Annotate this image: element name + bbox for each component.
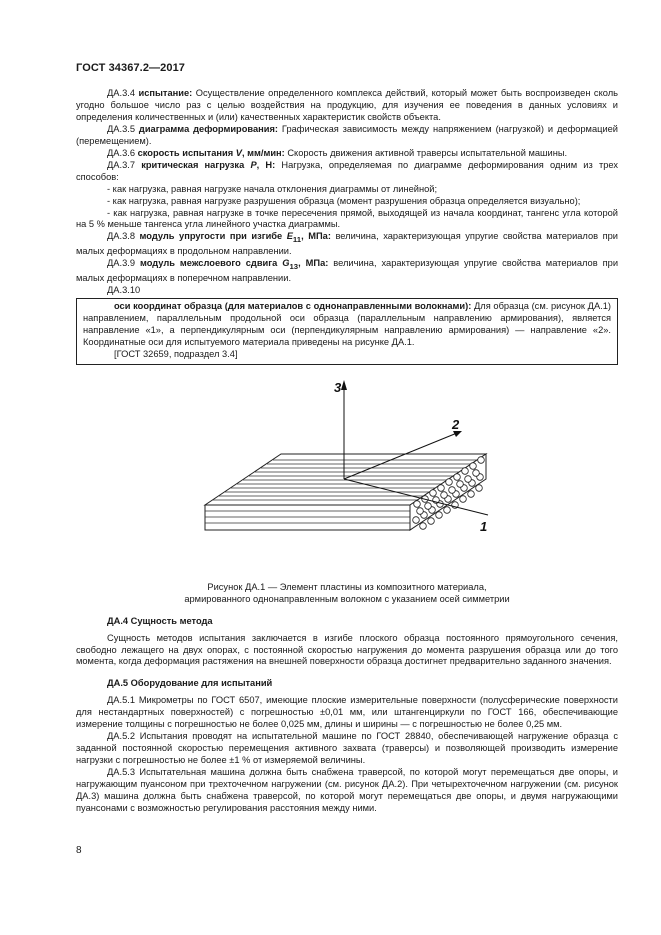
definition-number: ДА.3.4 [107, 88, 139, 98]
axis-3-label: 3 [334, 379, 342, 395]
figure-da-1 [76, 374, 618, 582]
source-reference: [ГОСТ 32659, подраздел 3.4] [114, 348, 238, 359]
definition-term: испытание: [138, 88, 193, 98]
definition-da-3-5 [76, 124, 618, 148]
term-part: , МПа: [301, 231, 331, 242]
term-variable: V [235, 147, 242, 158]
page-number: 8 [76, 845, 82, 856]
plate-front-face [205, 505, 410, 530]
composite-plate-drawing [76, 374, 618, 582]
list-item: - как нагрузка, равная нагрузке в точке пересечения прямой, выходящей из начала координат, тангенс угла которой на 5 % меньше тангенса угла линейного участка диаграммы. [76, 207, 618, 230]
term-subscript: 13 [289, 262, 299, 272]
definition-term [138, 148, 285, 158]
list-item: - как нагрузка, равная нагрузке начала отклонения диаграммы от линейной; [107, 183, 438, 194]
definition-text: Осуществление определенного комплекса действий, который может быть воспроизведен сколь угодно большое число раз с целью воздействия на продукцию, для изучения ее поведения в данных условиях и определения количественных и (или) качественных характеристик свойств объекта. [76, 88, 618, 122]
term-variable: G [282, 258, 290, 269]
term-part: , мм/мин: [241, 147, 285, 158]
term-variable: P [250, 159, 257, 170]
definition-da-3-10: ДА.3.10 [107, 284, 141, 295]
axis-1-label: 1 [480, 518, 488, 534]
term-part: , Н: [256, 159, 276, 170]
definition-text: Графическая зависимость между напряжением (нагрузкой) и деформацией (перемещением). [76, 123, 619, 146]
definition-number: ДА.3.9 [107, 258, 140, 269]
definition-number: ДА.3.7 [107, 159, 142, 170]
standard-header: ГОСТ 34367.2—2017 [76, 62, 186, 74]
document-body [76, 88, 618, 815]
definition-number: ДА.3.6 [107, 147, 138, 158]
figure-caption-line-1: Рисунок ДА.1 — Элемент пластины из композитного материала, [207, 581, 487, 592]
definition-number: ДА.3.5 [107, 123, 139, 134]
clause-da-5-1: ДА.5.1 Микрометры по ГОСТ 6507, имеющие плоские измерительные поверхности (полусферические поверхности для нестандартных поверхностей) с погрешностью ±0,01 мм, или штангенциркули по ГОСТ 166, обеспечивающие измерение толщины с погрешностью не более 0,025 мм, длины и ширины — с погрешностью не более 0,25 мм. [76, 695, 618, 730]
section-heading-da-5: ДА.5 Оборудование для испытаний [107, 678, 273, 689]
term-part: модуль упругости при изгибе [139, 231, 287, 242]
clause-da-5-2: ДА.5.2 Испытания проводят на испытательной машине по ГОСТ 28840, обеспечивающей нагружение образца с заданной постоянной скоростью перемещения активного захвата (траверсы) и позволяющей производить измерение нагрузки с погрешностью не более ±1 % от измеряемой величины. [76, 731, 618, 766]
figure-caption-line-2: армированного однонаправленным волокном с указанием осей симметрии [184, 593, 510, 604]
section-heading-da-4: ДА.4 Сущность метода [107, 615, 213, 626]
term-part: , МПа: [298, 258, 329, 269]
definition-text: Для образца (см. рисунок ДА.1) направлением, параллельным продольной оси образца (параллельным направлению армирования), является направление «1», а перпендикулярным оси (перпендикулярным направлению армирования) — направление «2». Координатные оси для испытуемого материала приведены на рисунке ДА.1. [83, 300, 611, 347]
definition-term: оси координат образца (для материалов с однонаправленными волокнами): [114, 300, 472, 311]
definition-number: ДА.3.8 [107, 231, 140, 242]
term-part: критическая нагрузка [141, 159, 251, 170]
definition-term [139, 258, 329, 272]
definition-text: Скорость движения активной траверсы испытательной машины. [284, 147, 568, 158]
definition-da-3-8 [76, 231, 618, 258]
section-da-4-text: Сущность методов испытания заключается в изгибе плоского образца постоянного прямоугольного сечения, свободно лежащего на двух опорах, с постоянной скоростью нагружения до момента разрушения образца или до того момента, когда деформация растяжения на внешней поверхности образца достигнет предварительно заданного значения. [76, 632, 618, 667]
definition-text: величина, характеризующая упругие свойства материалов при малых деформациях в продольном направлении. [76, 231, 618, 257]
term-variable: E [286, 231, 293, 242]
definition-term: диаграмма деформирования: [138, 123, 279, 134]
definition-text: величина, характеризующая упругие свойства материалов при малых деформациях в поперечном направлении. [76, 258, 619, 284]
definition-term [139, 231, 331, 245]
definition-term [141, 160, 275, 170]
definition-text: Нагрузка, определяемая по диаграмме деформирования одним из трех способов: [76, 159, 618, 182]
axis-1-tick-line [468, 510, 488, 515]
definition-da-3-6 [76, 148, 618, 160]
definition-da-3-7 [76, 160, 618, 184]
definition-da-3-9 [76, 258, 618, 285]
clause-da-5-3: ДА.5.3 Испытательная машина должна быть снабжена траверсой, по которой могут перемещаться две опоры, и нагружающим пуансоном при трехточечном нагружении (см. рисунок ДА.2). При четырехточечном нагружении (см. рисунок ДА.3) машина должна быть снабжена траверсой, по которой могут перемещаться две опоры, и двумя нагружающими пуансонами с возможностью регулирования расстояния между ними. [76, 767, 618, 813]
boxed-definition [76, 298, 618, 365]
term-part: модуль межслоевого сдвига [139, 258, 283, 269]
axis-2-label: 2 [452, 416, 460, 432]
term-part: скорость испытания [137, 147, 236, 158]
axis-3-arrow-icon [341, 380, 347, 390]
list-item: - как нагрузка, равная нагрузке разрушения образца (момент разрушения образца определяется визуально); [107, 195, 581, 206]
boxed-definition-text [83, 301, 611, 349]
term-subscript: 11 [292, 235, 302, 245]
definition-da-3-4 [76, 88, 618, 124]
